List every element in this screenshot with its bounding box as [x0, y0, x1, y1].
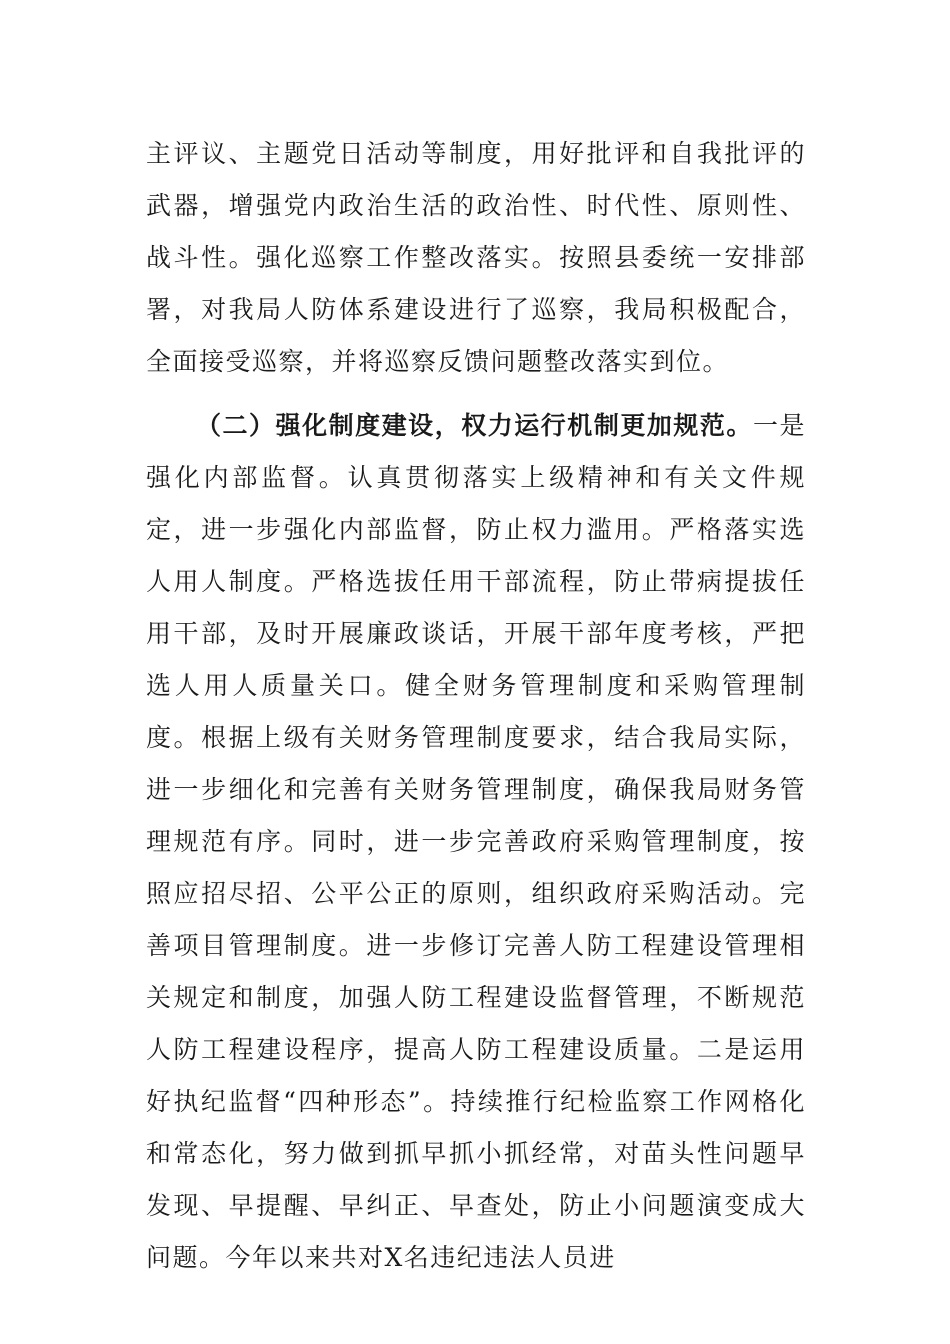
paragraph-text: 一是强化内部监督。认真贯彻落实上级精神和有关文件规定，进一步强化内部监督，防止权力滥用。严格落实选人用人制度。严格选拔任用干部流程，防止带病提拔任用干部，及时开展廉政谈话，开展干部年度考核，严把选人用人质量关口。健全财务管理制度和采购管理制度。根据上级有关财务管理制度要求，结合我局实际，进一步细化和完善有关财务管理制度，确保我局财务管理规范有序。同时，进一步完善政府采购管理制度，按照应招尽招、公平公正的原则，组织政府采购活动。完善项目管理制度。进一步修订完善人防工程建设管理相关规定和制度，加强人防工程建设监督管理，不断规范人防工程建设程序，提高人防工程建设质量。二是运用好执纪监督“四种形态”。持续推行纪检监察工作网格化和常态化，努力做到抓早抓小抓经常，对苗头性问题早发现、早提醒、早纠正、早查处，防止小问题演变成大问题。今年以来共对X名违纪违法人员进	[146, 411, 806, 1272]
paragraph-section-two	[146, 400, 806, 1284]
paragraph-text: 主评议、主题党日活动等制度，用好批评和自我批评的武器，增强党内政治生活的政治性、时代性、原则性、战斗性。强化巡察工作整改落实。按照县委统一安排部署，对我局人防体系建设进行了巡察，我局积极配合，全面接受巡察，并将巡察反馈问题整改落实到位。	[146, 139, 806, 376]
paragraph-continuation	[146, 128, 806, 388]
section-heading: （二）强化制度建设，权力运行机制更加规范。	[196, 411, 753, 440]
document-body	[146, 128, 806, 1284]
